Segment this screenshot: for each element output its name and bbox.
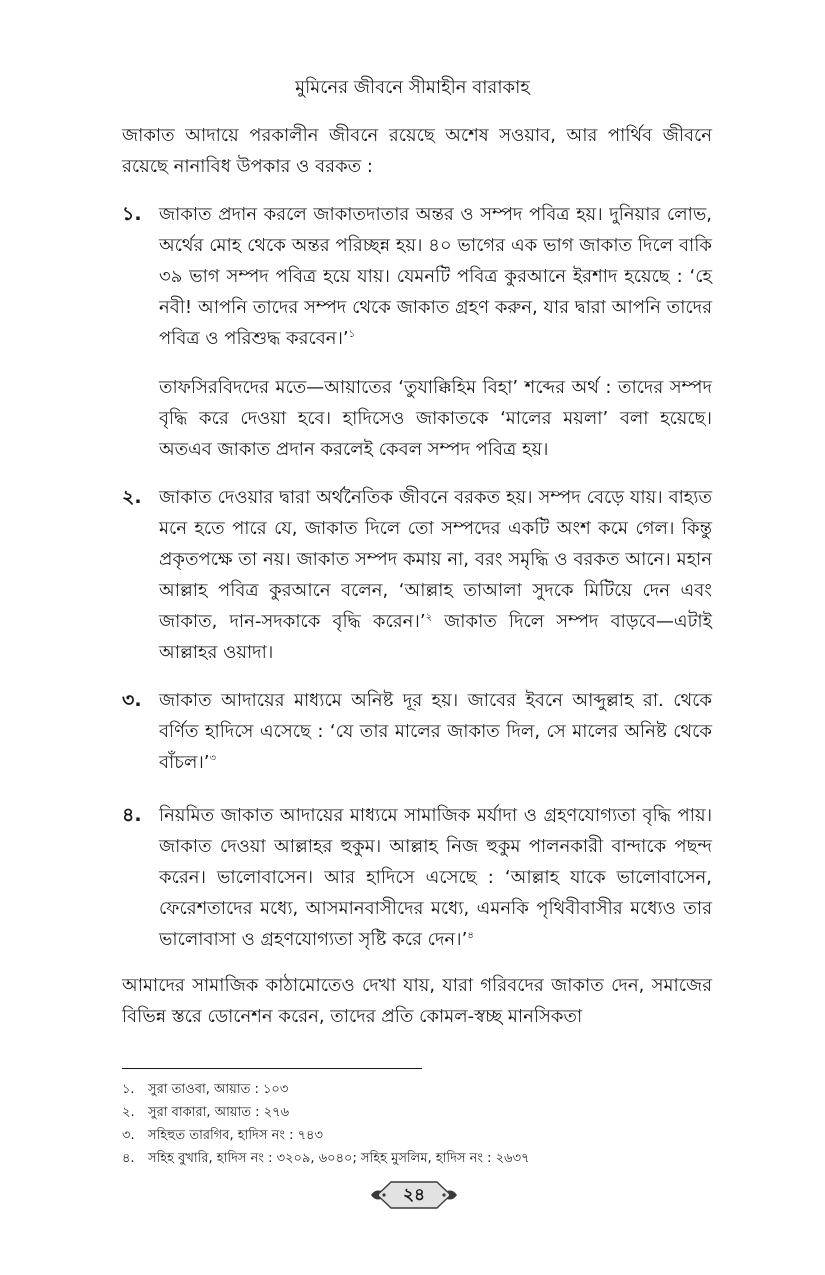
item-1-note-paragraph: তাফসিরবিদদের মতে—আয়াতের ‘তুযাক্কিহিম বিহা’ শব্দের অর্থ : তাদের সম্পদ বৃদ্ধি করে দেওয়া হবে। হাদিসেও জাকাতকে ‘মালের ময়লা’ বলা হয়েছে। অতএব জাকাত প্রদান করলেই কেবল সম্পদ পবিত্র হয়। — [159, 377, 712, 460]
list-item-text: জাকাত দেওয়ার দ্বারা অর্থনৈতিক জীবনে বরকত হয়। সম্পদ বেড়ে যায়। বাহ্যত মনে হতে পারে যে, জাকাত দিলে তো সম্পদের একটি অংশ কমে গেল। কিন্তু প্রকৃতপক্ষে তা নয়। জাকাত সম্পদ কমায় না, বরং সমৃদ্ধি ও বরকত আনে। মহান আল্লাহ পবিত্র কুরআনে বলেন, ‘আল্লাহ তাআলা সুদকে মিটিয়ে দেন এবং জাকাত, দান-সদকাকে বৃদ্ধি করেন।’$^২$ জাকাত দিলে সম্পদ বাড়বে—এটাই আল্লাহর ওয়াদা। — [159, 487, 712, 663]
footnotes — [122, 1078, 712, 1170]
list-item-text: নিয়মিত জাকাত আদায়ের মাধ্যমে সামাজিক মর্যাদা ও গ্রহণযোগ্যতা বৃদ্ধি পায়। জাকাত দেওয়া আল্লাহর হুকুম। আল্লাহ নিজ হুকুম পালনকারী বান্দাকে পছন্দ করেন। ভালোবাসেন। আর হাদিসে এসেছে : ‘আল্লাহ যাকে ভালোবাসেন, ফেরেশতাদের মধ্যে, আসমানবাসীদের মধ্যে, এমনকি পৃথিবীবাসীর মধ্যেও তার ভালোবাসা ও গ্রহণযোগ্যতা সৃষ্টি করে দেন।’$^৪$ — [159, 805, 712, 950]
footnote-marker[interactable]: ১ — [348, 329, 356, 340]
page-number-ornament — [369, 1178, 459, 1212]
list-item-number: ৩. — [122, 689, 142, 711]
list-item-4 — [122, 800, 712, 955]
list-item-3 — [122, 685, 712, 778]
footnote-divider — [122, 1068, 422, 1069]
list-item-number: ১. — [122, 203, 142, 225]
footnote-2: ২. সুরা বাকারা, আয়াত : ২৭৬ — [122, 1105, 290, 1120]
list-item-2 — [122, 482, 712, 668]
closing-paragraph: আমাদের সামাজিক কাঠামোতেও দেখা যায়, যারা গরিবদের জাকাত দেন, সমাজের বিভিন্ন স্তরে ডোনেশন করেন, তাদের প্রতি কোমল-স্বচ্ছ মানসিকতা — [122, 975, 712, 1027]
running-head: মুমিনের জীবনে সীমাহীন বারাকাহ — [295, 77, 530, 98]
footnote-marker[interactable]: ৪ — [467, 930, 474, 941]
list-item-number: ২. — [122, 486, 142, 508]
list-item-1 — [122, 199, 712, 354]
footnote-marker[interactable]: ২ — [425, 612, 433, 623]
footnote-1: ১. সুরা তাওবা, আয়াত : ১০৩ — [122, 1082, 289, 1097]
list-item-number: ৪. — [122, 804, 142, 826]
footnote-3: ৩. সহিহুত তারগিব, হাদিস নং : ৭৪৩ — [122, 1128, 323, 1143]
footnote-marker[interactable]: ৩ — [209, 753, 217, 764]
footnote-4: ৪. সহিহ বুখারি, হাদিস নং : ৩২০৯, ৬০৪০; সহিহ মুসলিম, হাদিস নং : ২৬৩৭ — [122, 1151, 530, 1166]
list-item-text: জাকাত আদায়ের মাধ্যমে অনিষ্ট দূর হয়। জাবের ইবনে আব্দুল্লাহ রা. থেকে বর্ণিত হাদিসে এসেছে : ‘যে তার মালের জাকাত দিল, সে মালের অনিষ্ট থেকে বাঁচল।’$^৩$ — [159, 690, 712, 773]
intro-paragraph: জাকাত আদায়ে পরকালীন জীবনে রয়েছে অশেষ সওয়াব, আর পার্থিব জীবনে রয়েছে নানাবিধ উপকার ও বরকত : — [122, 125, 712, 177]
page-number: ২৪ — [402, 1185, 426, 1205]
list-item-text: জাকাত প্রদান করলে জাকাতদাতার অন্তর ও সম্পদ পবিত্র হয়। দুনিয়ার লোভ, অর্থের মোহ থেকে অন্তর পরিচ্ছন্ন হয়। ৪০ ভাগের এক ভাগ জাকাত দিলে বাকি ৩৯ ভাগ সম্পদ পবিত্র হয়ে যায়। যেমনটি পবিত্র কুরআনে ইরশাদ হয়েছে : ‘হে নবী! আপনি তাদের সম্পদ থেকে জাকাত গ্রহণ করুন, যার দ্বারা আপনি তাদের পবিত্র ও পরিশুদ্ধ করবেন।’$^১$ — [159, 204, 712, 349]
